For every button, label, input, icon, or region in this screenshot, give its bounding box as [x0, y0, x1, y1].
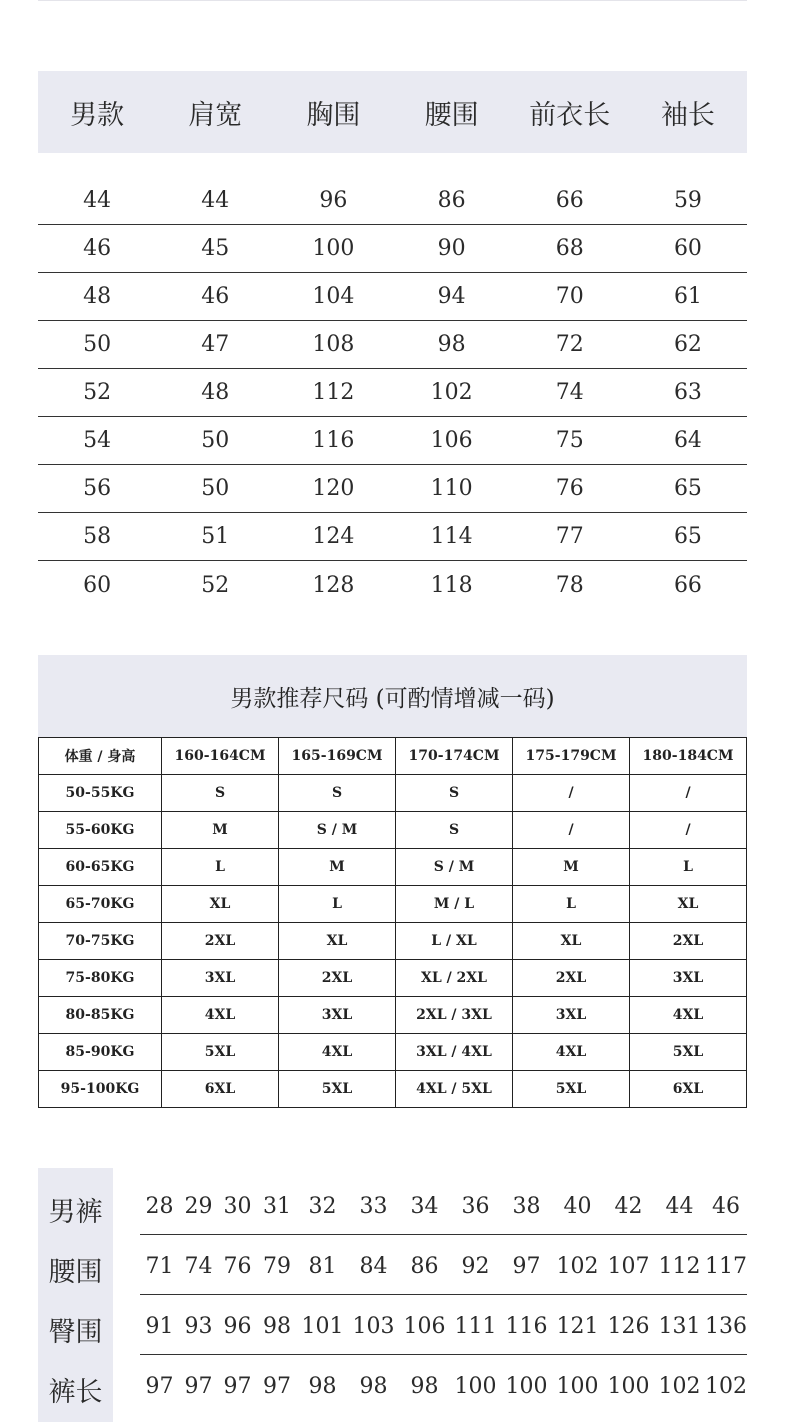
table-cell: 28	[145, 1193, 174, 1219]
table-cell: 98	[410, 1373, 439, 1399]
table-row	[38, 321, 747, 369]
table-cell: 36	[461, 1193, 490, 1219]
table-cell: 58	[83, 524, 112, 549]
size-cell: 2XL / 3XL	[396, 997, 513, 1034]
table-cell: 52	[201, 572, 230, 598]
header-height-range: 160-164CM	[162, 738, 279, 775]
table-cell: 90	[437, 236, 466, 261]
weight-range-cell: 85-90KG	[39, 1034, 162, 1071]
header-shoulder: 肩宽	[188, 99, 243, 131]
size-cell: /	[513, 775, 630, 812]
table-cell: 79	[263, 1253, 291, 1279]
size-cell: M	[279, 849, 396, 886]
table-cell: 29	[184, 1193, 213, 1219]
table-cell: 106	[430, 428, 473, 453]
size-cell: S	[396, 775, 513, 812]
table-row	[38, 273, 747, 321]
size-cell: 5XL	[513, 1071, 630, 1108]
size-cell: 4XL	[630, 997, 747, 1034]
table-cell: 31	[263, 1193, 291, 1219]
table-cell: 126	[607, 1313, 650, 1339]
table-cell: 71	[145, 1253, 174, 1279]
table-cell: 98	[263, 1313, 291, 1339]
size-cell: 3XL / 4XL	[396, 1034, 513, 1071]
table-cell: 30	[223, 1193, 252, 1219]
size-cell: 5XL	[630, 1034, 747, 1071]
table-row	[140, 1296, 747, 1356]
recommend-header-row	[39, 738, 747, 775]
size-cell: 2XL	[162, 923, 279, 960]
table-row	[38, 177, 747, 225]
table-cell: 66	[555, 188, 584, 213]
table-cell: 61	[673, 284, 702, 309]
table-row	[38, 225, 747, 273]
trousers-row-label: 男裤	[48, 1197, 103, 1228]
size-cell: S	[162, 775, 279, 812]
table-cell: 101	[301, 1313, 344, 1339]
table-cell: 52	[83, 380, 112, 405]
size-cell: S / M	[279, 812, 396, 849]
table-cell: 46	[201, 284, 230, 309]
size-cell: 6XL	[162, 1071, 279, 1108]
table-row	[38, 561, 747, 609]
table-cell: 110	[430, 476, 473, 501]
table-cell: 48	[201, 380, 230, 405]
table-cell: 76	[223, 1253, 252, 1279]
table-row	[39, 1034, 747, 1071]
recommend-size-table	[38, 737, 747, 1108]
table-cell: 44	[201, 188, 230, 213]
table-cell: 66	[673, 572, 702, 598]
table-cell: 116	[312, 428, 355, 453]
table-cell: 100	[454, 1373, 497, 1399]
size-cell: /	[630, 812, 747, 849]
table-cell: 86	[437, 188, 466, 213]
header-size: 男款	[70, 99, 125, 131]
table-row	[39, 923, 747, 960]
weight-range-cell: 65-70KG	[39, 886, 162, 923]
table-cell: 121	[556, 1313, 599, 1339]
top-divider	[38, 0, 747, 1]
table-cell: 106	[403, 1313, 446, 1339]
table-cell: 102	[658, 1373, 701, 1399]
header-height-range: 180-184CM	[630, 738, 747, 775]
trousers-row-label: 腰围	[48, 1257, 103, 1288]
table-cell: 74	[184, 1253, 213, 1279]
table-row	[39, 1071, 747, 1108]
table-cell: 98	[437, 332, 466, 357]
header-height-range: 165-169CM	[279, 738, 396, 775]
table-cell: 48	[83, 284, 112, 309]
table-row	[38, 417, 747, 465]
table-cell: 102	[556, 1253, 599, 1279]
table-cell: 100	[556, 1373, 599, 1399]
size-cell: S	[396, 812, 513, 849]
table-cell: 111	[454, 1313, 497, 1339]
table-cell: 60	[673, 236, 702, 261]
table-cell: 45	[201, 236, 230, 261]
size-cell: 2XL	[279, 960, 396, 997]
table-cell: 75	[555, 428, 584, 453]
mens-trousers-table	[38, 1168, 747, 1422]
table-cell: 136	[705, 1313, 747, 1339]
size-cell: 6XL	[630, 1071, 747, 1108]
size-cell: M / L	[396, 886, 513, 923]
header-weight-height: 体重 / 身高	[39, 738, 162, 775]
size-cell: XL	[513, 923, 630, 960]
size-cell: 2XL	[513, 960, 630, 997]
table-cell: 32	[308, 1193, 337, 1219]
table-cell: 98	[359, 1373, 388, 1399]
table-cell: 74	[555, 380, 584, 405]
table-cell: 46	[712, 1193, 740, 1219]
table-cell: 124	[312, 524, 355, 549]
size-cell: L	[279, 886, 396, 923]
table-cell: 94	[437, 284, 466, 309]
table-row	[140, 1236, 747, 1296]
size-cell: M	[513, 849, 630, 886]
table-cell: 59	[673, 188, 702, 213]
table-cell: 97	[145, 1373, 174, 1399]
table-row	[140, 1356, 747, 1416]
table-cell: 114	[430, 524, 473, 549]
recommend-title: 男款推荐尺码 (可酌情增减一码)	[38, 655, 747, 737]
weight-range-cell: 75-80KG	[39, 960, 162, 997]
table-cell: 86	[410, 1253, 439, 1279]
table-cell: 76	[555, 476, 584, 501]
weight-range-cell: 60-65KG	[39, 849, 162, 886]
table-row	[39, 849, 747, 886]
table-cell: 97	[223, 1373, 252, 1399]
table-cell: 40	[563, 1193, 592, 1219]
size-cell: L	[630, 849, 747, 886]
table-cell: 65	[673, 524, 702, 549]
table-cell: 54	[83, 428, 112, 453]
weight-range-cell: 95-100KG	[39, 1071, 162, 1108]
weight-range-cell: 50-55KG	[39, 775, 162, 812]
table-row	[39, 886, 747, 923]
table-cell: 56	[83, 476, 112, 501]
recommended-size-section	[38, 655, 747, 1108]
row-divider	[140, 1354, 747, 1355]
table-cell: 63	[673, 380, 702, 405]
table-cell: 117	[705, 1253, 747, 1279]
table-cell: 81	[308, 1253, 337, 1279]
size-cell: XL / 2XL	[396, 960, 513, 997]
size-cell: XL	[279, 923, 396, 960]
trousers-row-label: 臀围	[48, 1317, 103, 1348]
table-cell: 84	[359, 1253, 388, 1279]
table-cell: 44	[83, 188, 112, 213]
table-cell: 108	[312, 332, 355, 357]
header-height-range: 175-179CM	[513, 738, 630, 775]
table-cell: 38	[512, 1193, 541, 1219]
table-cell: 98	[308, 1373, 337, 1399]
mens-top-size-table	[38, 71, 747, 609]
size-cell: 3XL	[279, 997, 396, 1034]
header-chest: 胸围	[306, 99, 361, 131]
row-divider	[140, 1294, 747, 1295]
table-cell: 120	[312, 476, 355, 501]
size-table-body	[38, 177, 747, 609]
table-cell: 112	[658, 1253, 701, 1279]
table-row	[38, 369, 747, 417]
table-cell: 97	[512, 1253, 541, 1279]
size-cell: 4XL	[279, 1034, 396, 1071]
table-row	[38, 465, 747, 513]
table-cell: 102	[705, 1373, 747, 1399]
size-cell: 4XL	[513, 1034, 630, 1071]
size-cell: /	[630, 775, 747, 812]
table-cell: 64	[673, 428, 702, 453]
table-cell: 104	[312, 284, 355, 309]
table-cell: 100	[505, 1373, 548, 1399]
size-cell: S	[279, 775, 396, 812]
size-cell: 5XL	[162, 1034, 279, 1071]
table-cell: 78	[555, 572, 584, 598]
table-cell: 44	[665, 1193, 694, 1219]
table-cell: 46	[83, 236, 112, 261]
size-cell: 5XL	[279, 1071, 396, 1108]
weight-range-cell: 55-60KG	[39, 812, 162, 849]
table-cell: 33	[359, 1193, 388, 1219]
table-cell: 107	[607, 1253, 650, 1279]
table-row	[39, 775, 747, 812]
table-cell: 103	[352, 1313, 395, 1339]
table-cell: 118	[430, 572, 473, 598]
size-cell: S / M	[396, 849, 513, 886]
table-cell: 68	[555, 236, 584, 261]
weight-range-cell: 70-75KG	[39, 923, 162, 960]
table-cell: 96	[223, 1313, 252, 1339]
table-cell: 42	[614, 1193, 643, 1219]
table-cell: 51	[201, 524, 230, 549]
table-row	[39, 812, 747, 849]
size-cell: 4XL	[162, 997, 279, 1034]
table-cell: 97	[263, 1373, 291, 1399]
table-cell: 50	[83, 332, 112, 357]
header-front-length: 前衣长	[529, 99, 611, 131]
table-cell: 77	[555, 524, 584, 549]
table-cell: 112	[312, 380, 355, 405]
weight-range-cell: 80-85KG	[39, 997, 162, 1034]
table-cell: 47	[201, 332, 230, 357]
table-cell: 91	[145, 1313, 174, 1339]
table-cell: 72	[555, 332, 584, 357]
table-cell: 65	[673, 476, 702, 501]
row-divider	[140, 1234, 747, 1235]
size-table-header	[38, 71, 747, 153]
size-cell: /	[513, 812, 630, 849]
table-cell: 102	[430, 380, 473, 405]
size-cell: L / XL	[396, 923, 513, 960]
table-cell: 62	[673, 332, 702, 357]
header-waist: 腰围	[424, 99, 479, 131]
size-cell: L	[513, 886, 630, 923]
size-cell: M	[162, 812, 279, 849]
table-cell: 116	[505, 1313, 548, 1339]
trousers-row-label: 裤长	[48, 1377, 103, 1408]
table-cell: 93	[184, 1313, 213, 1339]
table-cell: 100	[312, 236, 355, 261]
table-cell: 97	[184, 1373, 213, 1399]
table-cell: 92	[461, 1253, 490, 1279]
table-cell: 50	[201, 476, 230, 501]
table-cell: 34	[410, 1193, 439, 1219]
size-cell: 4XL / 5XL	[396, 1071, 513, 1108]
table-cell: 131	[658, 1313, 701, 1339]
table-row	[38, 513, 747, 561]
size-cell: XL	[162, 886, 279, 923]
table-row	[39, 997, 747, 1034]
table-row	[39, 960, 747, 997]
size-cell: 3XL	[513, 997, 630, 1034]
table-cell: 60	[83, 572, 112, 598]
size-cell: XL	[630, 886, 747, 923]
table-cell: 50	[201, 428, 230, 453]
header-height-range: 170-174CM	[396, 738, 513, 775]
size-cell: 3XL	[162, 960, 279, 997]
size-cell: 2XL	[630, 923, 747, 960]
size-cell: L	[162, 849, 279, 886]
size-cell: 3XL	[630, 960, 747, 997]
header-sleeve: 袖长	[660, 99, 715, 131]
table-cell: 96	[319, 188, 348, 213]
table-cell: 128	[312, 572, 355, 598]
table-row	[140, 1176, 747, 1236]
table-cell: 70	[555, 284, 584, 309]
table-cell: 100	[607, 1373, 650, 1399]
